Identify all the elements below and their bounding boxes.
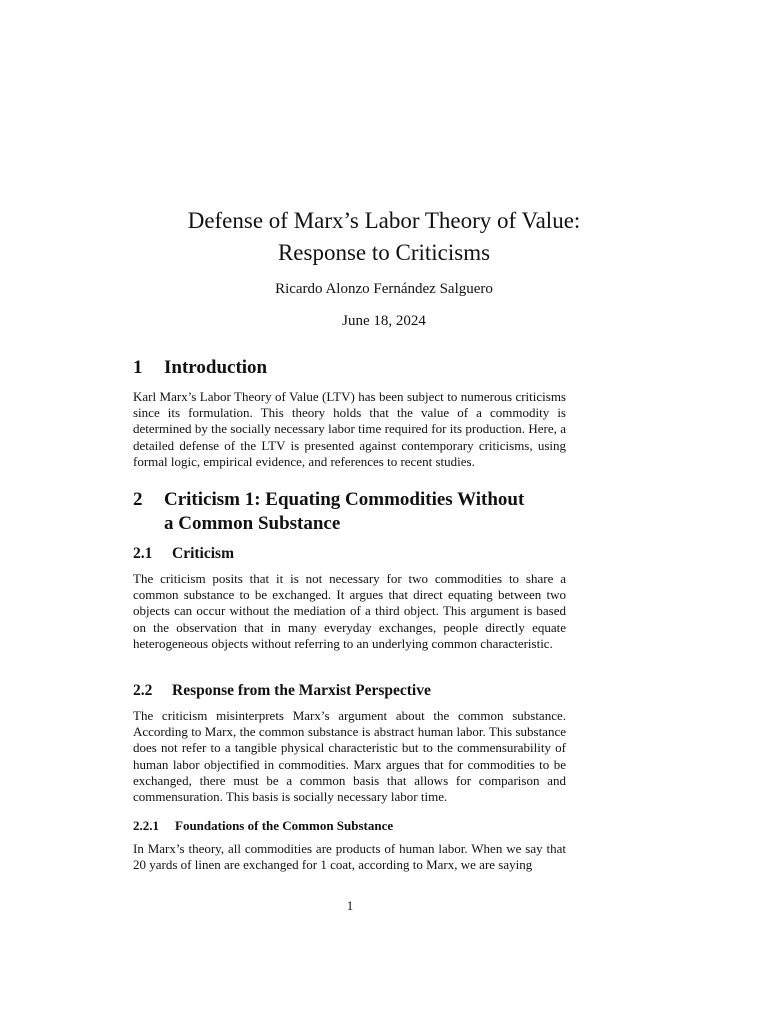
section-title-line-1: Criticism 1: Equating Commodities Without [164, 489, 525, 510]
introduction-paragraph: Karl Marx’s Labor Theory of Value (LTV) has been subject to numerous criticisms since its formulation. This theory holds that the value of a commodity is determined by the socially necessary labor time required for its production. Here, a detailed defense of the LTV is presented against contemporary criticisms, using formal logic, empirical evidence, and references to recent studies. [133, 389, 566, 469]
subsubsection-number: 2.2.1 [133, 818, 159, 833]
section-heading-criticism-1 [133, 488, 573, 536]
subsection-number: 2.1 [133, 545, 153, 562]
section-title-line-2: a Common Substance [164, 513, 341, 534]
author-name: Ricardo Alonzo Fernández Salguero [275, 281, 493, 297]
subsubsection-title: Foundations of the Common Substance [175, 818, 394, 833]
subsection-heading-criticism [133, 544, 573, 564]
section-title: Introduction [164, 357, 268, 378]
subsection-heading-response [133, 681, 573, 701]
section-heading-introduction [133, 356, 573, 380]
criticism-paragraph: The criticism posits that it is not necessary for two commodities to share a common substance to be exchanged. It argues that direct equating between two objects can occur without the mediation of a third object. This argument is based on the observation that in many everyday exchanges, people directly equate heterogeneous objects without referring to an underlying common characteristic. [133, 571, 566, 651]
paper-title [100, 205, 668, 269]
subsection-title: Criticism [172, 545, 234, 562]
section-number: 2 [133, 489, 143, 510]
subsubsection-heading-foundations [133, 817, 573, 835]
publication-date: June 18, 2024 [342, 313, 426, 329]
title-line-1: Defense of Marx’s Labor Theory of Value: [187, 208, 581, 233]
response-paragraph: The criticism misinterprets Marx’s argument about the common substance. According to Marx, the common substance is abstract human labor. This substance does not refer to a tangible physical characteristic but to the commensurability of human labor objectified in commodities. Marx argues that for commodities to be exchanged, there must be a common basis that allows for comparison and commensuration. This basis is socially necessary labor time. [133, 708, 566, 805]
subsection-number: 2.2 [133, 682, 153, 699]
foundations-paragraph: In Marx’s theory, all commodities are products of human labor. When we say that 20 yards of linen are exchanged for 1 coat, according to Marx, we are saying [133, 841, 566, 873]
section-number: 1 [133, 357, 143, 378]
title-line-2: Response to Criticisms [277, 240, 491, 265]
page-number: 1 [346, 898, 354, 913]
subsection-title: Response from the Marxist Perspective [172, 682, 431, 699]
